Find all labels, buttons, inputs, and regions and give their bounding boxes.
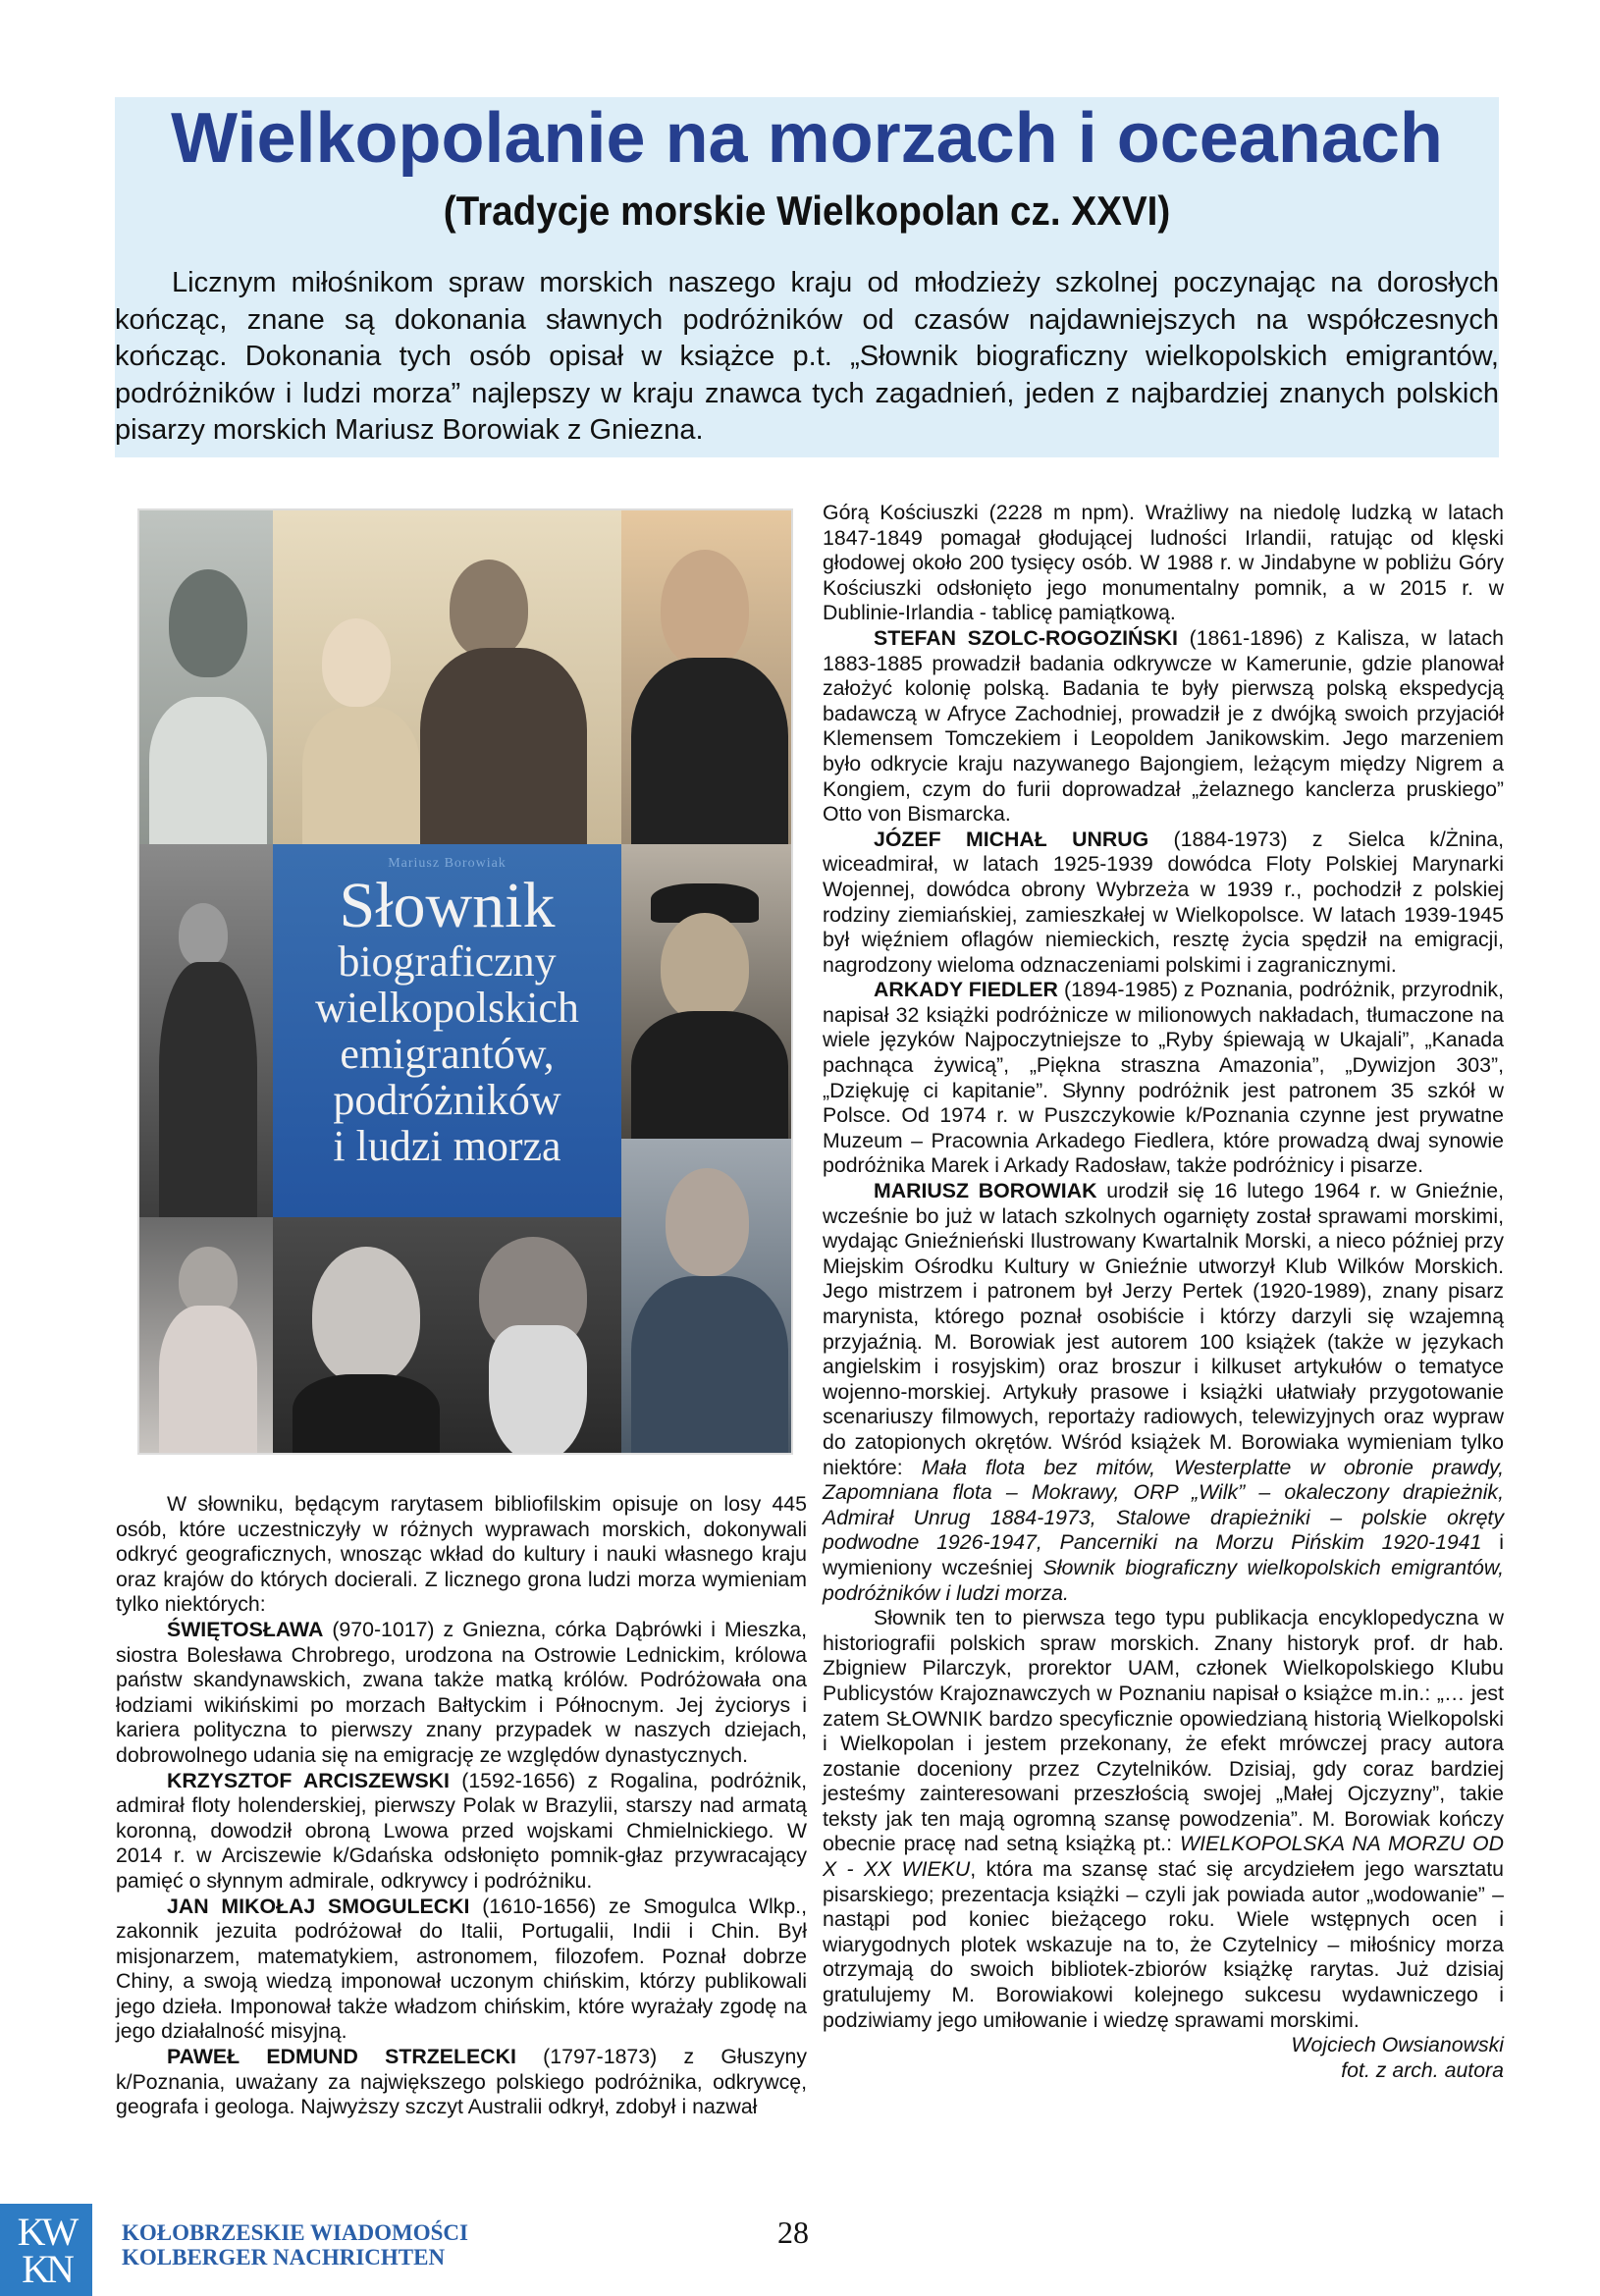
closing-text: , która ma szansę stać się arcydziełem jego warsztatu pisarskiego; prezentacja książki – czyli jak powiada autor „wodowanie” – nastąpi pod koniec bieżącego roku. Wiele wstępnych ocen i wiarygodnych plotek wskazuje na to, że Czytelnicy – miłośnicy morza otrzymają do swoich bibliotek-zbiorów książkę rarytas. Już dzisiaj gratulujemy M. Borowiakowi kolejnego sukcesu wydawniczego i podziwiamy jego umiłowanie i wiedzę sprawami morskimi. [823,1857,1504,2032]
entry-name: JAN MIKOŁAJ SMOGULECKI [167,1894,470,1918]
entry-name: ŚWIĘTOSŁAWA [167,1617,324,1641]
page-number: 28 [777,2215,809,2250]
book-cover-image [137,508,793,1455]
right-column [823,501,1504,2083]
entry-name: JÓZEF MICHAŁ UNRUG [874,827,1149,851]
book-title: Słownik biograficzny wielkopolskich emigrantów, podróżników i ludzi morza. [823,1555,1504,1605]
photo-credit: fot. z arch. autora [1341,2057,1504,2082]
entry-paragraph [116,1769,807,1895]
entry-paragraph [823,978,1504,1179]
entry-text: (1894-1985) z Poznania, podróżnik, przyrodnik, napisał 32 książki podróżnicze w milionowych nakładach, tłumaczone na wiele języków Najpoczytniejsze to „Ryby śpiewają w Ukajali”, „Kanada pachnąca żywicą”, „Piękna straszna Amazonia”, „Dywizjon 303”, „Dziękuję ci kapitanie”. Słynny podróżnik jest patronem 35 szkół w Polsce. Od 1974 r. w Puszczykowie k/Poznania czynne jest prywatne Muzeum – Pracownia Arkadego Fiedlera, które prowadzą dwaj synowie podróżnika Marek i Arkady Radosław, także podróżnicy i pisarze. [823,978,1504,1178]
logo-text: KW KN [17,2210,76,2291]
cover-title-line: wielkopolskich [315,984,579,1032]
cover-title [273,870,621,1170]
entry-name: STEFAN SZOLC-ROGOZIŃSKI [874,625,1178,650]
portrait-photo [139,510,273,844]
portrait-photo [139,844,273,1217]
portrait-photo [273,1217,621,1453]
article-title: Wielkopolanie na morzach i oceanach [171,99,1443,178]
publication-name [122,2220,468,2269]
entry-text: urodził się 16 lutego 1964 r. w Gnieźnie, wcześnie bo już w latach szkolnych ogarnięty został sprawami morskimi, wydając Gnieźnieński Ilustrowany Kwartalnik Morski, a nieco później przy Miejskim Ośrodku Kultury w Gnieźnie utworzył Klub Wilków Morskich. Jego mistrzem i patronem był Jerzy Pertek (1920-1989), znany pisarz marynista, którego poznał osobiście i którzy darzyli się wzajemną przyjaźnią. M. Borowiak jest autorem 100 książek (także w językach angielskim i rosyjskim) oraz broszur i kilkuset artykułów o tematyce wojenno-morskiej. Artykuły prasowe i książki ułatwiały przygotowanie scenariuszy filmowych, reportaży radiowych, telewizyjnych oraz wypraw do zatopionych okrętów. Wśród książek M. Borowiaka wymieniam tylko niektóre: [823,1179,1504,1479]
article-subtitle: (Tradycje morskie Wielkopolan cz. XXVI) [443,187,1171,234]
cover-title-line: biograficzny [338,937,557,986]
entry-paragraph [116,1895,807,2046]
entry-text: (1884-1973) z Sielca k/Żnina, wiceadmirał, w latach 1925-1939 dowódca Floty Polskiej Marynarki Wojennej, dowódca obrony Wybrzeża w 1939 r., pochodził z polskiej rodziny ziemiańskiej, zamieszkałej w Wielkopolsce. W latach 1939-1945 był więźniem oflagów niemieckich, resztę życia spędził na emigracji, nagrodzony wieloma odznaczeniami polskimi i zagranicznymi. [823,827,1504,977]
entry-text: i wymieniony wcześniej [823,1530,1504,1579]
entry-text: (1592-1656) z Rogalina, podróżnik, admirał floty holenderskiej, pierwszy Polak w Brazylii, starszy nad armatą koronną, dowodził obroną Lwowa przed wojskami Chmielnickiego. W 2014 r. w Arciszewie k/Gdańska odsłonięto pomnik-głaz przywracający pamięć o słynnym admirale, odkrywcy i podróżniku. [116,1768,808,1893]
article-lead: Licznym miłośnikom spraw morskich naszego kraju od młodzieży szkolnej poczynając na dorosłych kończąc, znane są dokonania sławnych podróżników od czasów najdawniejszych na współczesnych kończąc. Dokonania tych osób opisał w książce p.t. „Słownik biograficzny wielkopolskich emigrantów, podróżników i ludzi morza” najlepszy w kraju znawca tych zagadnień, jeden z najbardziej znanych polskich pisarzy morskich Mariusz Borowiak z Gniezna. [115,267,1499,446]
portrait-photo [621,844,791,1139]
intro-paragraph: W słowniku, będącym rarytasem bibliofilskim opisuje on losy 445 osób, które uczestniczyły w różnych wyprawach morskich, dokonywali odkryć geograficznych, wnosząc wkład do kultury i nauki własnego kraju oraz krajów do których docierali. Z licznego grona ludzi morza wymieniam tylko niektórych: [116,1492,807,1617]
entry-paragraph [116,2045,807,2120]
new-book-title: WIELKOPOLSKA NA MORZU OD X - XX WIEKU [823,1832,1505,1882]
publication-name-line: KOLBERGER NACHRICHTEN [122,2245,446,2269]
cover-title-line: emigrantów, [340,1030,555,1078]
entry-paragraph [116,1618,807,1769]
cover-title-panel [273,844,621,1217]
closing-paragraph [823,1606,1504,2033]
portrait-photo [139,1217,273,1453]
entry-text: (1610-1656) ze Smogulca Wlkp., zakonnik jezuita podróżował do Italii, Portugalii, Indii i Chin. Był misjonarzem, matematykiem, astronomem, filozofem. Poznał dobrze Chiny, a swoją wiedzą imponował uczonym chińskim, którzy publikowali jego dzieła. Imponował także władzom chińskim, które wyrażały zgodę na jego działalność misyjną. [116,1894,808,2044]
borowiak-paragraph [823,1179,1504,1606]
entry-name: ARKADY FIEDLER [874,978,1058,1002]
book-list: Mała flota bez mitów, Westerplatte w obronie prawdy, Zapomniana flota – Mokrawy, ORP „Wilk” – okaleczony drapieżnik, Admirał Unrug 1884-1973, Stalowe drapieżniki – polskie okręty podwodne 1926-1947, Pancerniki na Morzu Pińskim 1920-1941 [823,1455,1504,1555]
portrait-photo [273,510,621,844]
cover-title-line: i ludzi morza [333,1122,561,1170]
left-column [116,1492,807,2120]
publication-name-line: KOŁOBRZESKIE WIADOMOŚCI [122,2220,468,2245]
entry-name: PAWEŁ EDMUND STRZELECKI [167,2045,516,2069]
cover-title-word: Słownik [339,870,556,941]
continuation-paragraph: Górą Kościuszki (2228 m npm). Wrażliwy na niedolę ludzką w latach 1847-1849 pomagał głodującej ludności Irlandii, ratując od klęski głodowej około 200 tysięcy osób. W 1988 r. w Jindabyne w pobliżu Góry Kościuszki odsłonięto jego monumentalny pomnik, a w 2015 r. w Dublinie-Irlandia - tablicę pamiątkową. [823,501,1504,625]
cover-author: Mariusz Borowiak [388,856,507,871]
closing-text: Słownik ten to pierwsza tego typu publikacja encyklopedyczna w historiografii polskich spraw morskich. Znany historyk prof. dr hab. Zbigniew Pilarczyk, prorektor UAM, członek Wielkopolskiego Klubu Publicystów Krajoznawczych w Poznaniu napisał o książce m.in.: „… jest zatem SŁOWNIK bardzo specyficznie opowiedzianą historią Wielkopolski i Wielkopolan i jestem przekonany, że efekt mrówczej pracy autora zostanie doceniony przez Czytelników. Dzisiaj, gdy coraz bardziej jesteśmy zainteresowani przeszłością swojej „Małej Ojczyzny”, takie teksty jak ten mają ogromną szansę powodzenia”. M. Borowiak kończy obecnie pracę nad setną książką pt.: [823,1606,1504,1856]
author-signature: Wojciech Owsianowski [1291,2033,1504,2057]
portrait-photo [621,510,791,844]
entry-text: (970-1017) z Gniezna, córka Dąbrówki i Mieszka, siostra Bolesława Chrobrego, urodzona na Ostrowie Lednickim, królowa państw skandynawskich, zwana także matką królów. Podróżowała ona łodziami wikińskimi po morzach Bałtyckim i Północnym. Jej życiorys i kariera polityczna to pierwszy znany przypadek w naszych dziejach, dobrowolnego udania się na emigrację ze względów dynastycznych. [116,1617,807,1767]
entry-text: (1861-1896) z Kalisza, w latach 1883-1885 prowadził badania odkrywcze w Kamerunie, gdzie planował założyć kolonię polską. Badania te były pierwszą polską ekspedycją badawczą w Afryce Zachodniej, prowadził je z dwójką swoich przyjaciół Klemensem Tomczekiem i Leopoldem Janikowskim. Jego marzeniem było odkrycie kraju nazywanego Bajongiem, leżącym między Nigrem a Kongiem, czym do furii doprowadzał „żelaznego kanclerza pruskiego” Otto von Bismarcka. [823,625,1504,827]
portrait-photo [621,1139,791,1453]
entry-name: KRZYSZTOF ARCISZEWSKI [167,1768,450,1792]
entry-paragraph [823,828,1504,979]
entry-text: (1797-1873) z Głuszyny k/Poznania, uważany za największego polskiego podróżnika, odkrywcę, geografa i geologa. Najwyższy szczyt Australii odkrył, zdobył i nazwał [116,2045,807,2119]
publication-logo [0,2204,92,2296]
entry-name: MARIUSZ BOROWIAK [874,1179,1097,1203]
entry-paragraph [823,626,1504,828]
cover-title-line: podróżników [333,1076,561,1124]
